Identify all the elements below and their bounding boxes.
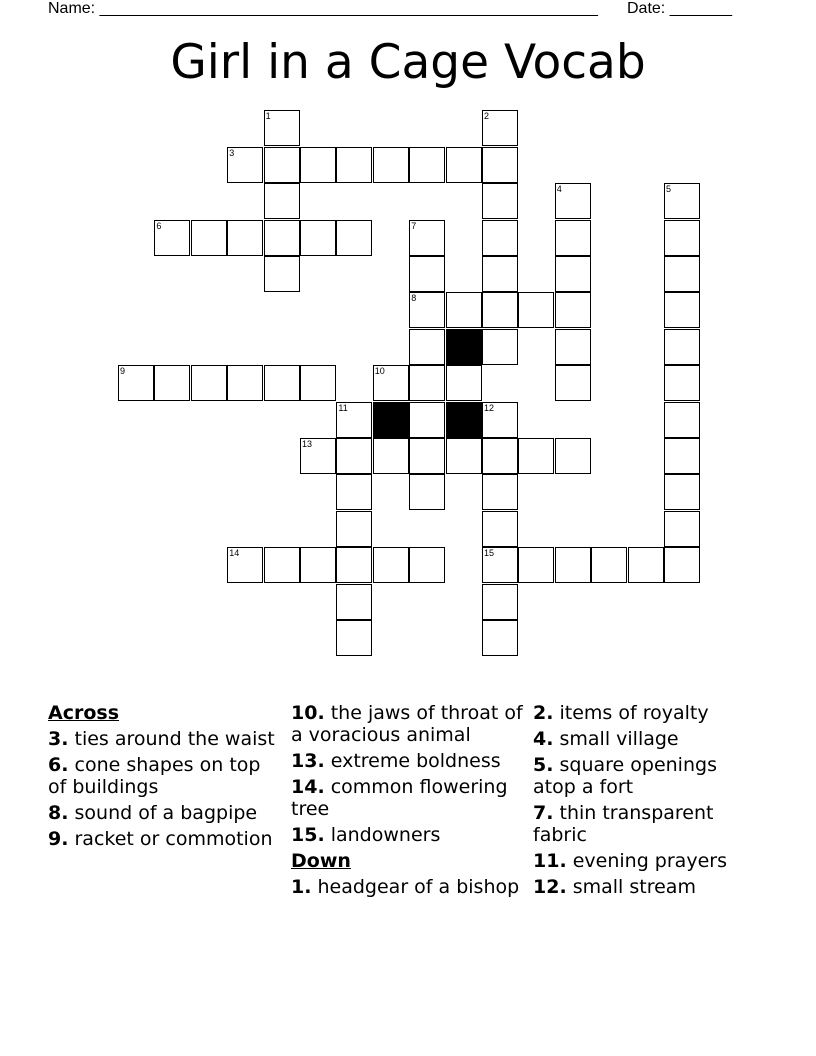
grid-cell[interactable] bbox=[446, 292, 482, 328]
grid-cell[interactable] bbox=[664, 256, 700, 292]
grid-cell[interactable] bbox=[264, 220, 300, 256]
clue-number: 2. bbox=[533, 702, 554, 724]
grid-cell[interactable] bbox=[518, 292, 554, 328]
grid-cell[interactable] bbox=[482, 547, 518, 583]
page-title: Girl in a Cage Vocab bbox=[170, 35, 646, 90]
grid-cell[interactable] bbox=[154, 220, 190, 256]
grid-cell[interactable] bbox=[264, 183, 300, 219]
clue-number-label: 11 bbox=[338, 402, 348, 413]
grid-cell[interactable] bbox=[373, 365, 409, 401]
clue-across-10 bbox=[291, 702, 523, 746]
grid-cell[interactable] bbox=[227, 220, 263, 256]
grid-cell[interactable] bbox=[336, 620, 372, 656]
black-square bbox=[446, 402, 482, 438]
grid-cell[interactable] bbox=[555, 329, 591, 365]
clue-number: 12. bbox=[533, 876, 567, 898]
clue-number-label: 7 bbox=[411, 220, 417, 231]
clue-number-label: 12 bbox=[484, 402, 495, 413]
clue-down-1 bbox=[291, 876, 523, 898]
grid-cell[interactable] bbox=[409, 220, 445, 256]
clue-text: ties around the waist bbox=[74, 728, 275, 750]
grid-cell[interactable] bbox=[300, 220, 336, 256]
clue-text: the jaws of throat of a voracious animal bbox=[291, 702, 523, 746]
clue-number-label: 5 bbox=[666, 184, 672, 195]
clue-text: sound of a bagpipe bbox=[74, 802, 258, 824]
clue-number: 11. bbox=[533, 850, 567, 872]
grid-cell[interactable] bbox=[264, 110, 300, 146]
grid-cell[interactable] bbox=[409, 147, 445, 183]
grid-cell[interactable] bbox=[555, 365, 591, 401]
grid-cell[interactable] bbox=[591, 547, 627, 583]
grid-cell[interactable] bbox=[264, 256, 300, 292]
grid-cell[interactable] bbox=[482, 620, 518, 656]
grid-cell[interactable] bbox=[555, 183, 591, 219]
grid-cell[interactable] bbox=[409, 256, 445, 292]
grid-cell[interactable] bbox=[336, 147, 372, 183]
grid-cell[interactable] bbox=[664, 292, 700, 328]
clue-down-7 bbox=[533, 802, 765, 846]
clue-column-1 bbox=[48, 702, 280, 854]
clue-down-2 bbox=[533, 702, 765, 724]
grid-cell[interactable] bbox=[664, 365, 700, 401]
clue-text: small village bbox=[559, 728, 679, 750]
clue-number-label: 4 bbox=[556, 184, 562, 195]
clue-text: racket or commotion bbox=[74, 828, 273, 850]
clue-number: 13. bbox=[291, 750, 325, 772]
grid-cell[interactable] bbox=[300, 438, 336, 474]
grid-cell[interactable] bbox=[409, 329, 445, 365]
clue-down-11 bbox=[533, 850, 765, 872]
grid-cell[interactable] bbox=[118, 365, 154, 401]
grid-cell[interactable] bbox=[154, 365, 190, 401]
grid-cell[interactable] bbox=[409, 292, 445, 328]
clue-across-6 bbox=[48, 754, 280, 798]
grid-cell[interactable] bbox=[664, 547, 700, 583]
clue-number-label: 10 bbox=[374, 366, 385, 377]
grid-cell[interactable] bbox=[664, 329, 700, 365]
clue-text: small stream bbox=[572, 876, 696, 898]
clue-number-label: 9 bbox=[120, 366, 126, 377]
clue-across-13 bbox=[291, 750, 523, 772]
grid-cell[interactable] bbox=[482, 256, 518, 292]
clue-number-label: 13 bbox=[302, 439, 313, 449]
grid-cell[interactable] bbox=[336, 438, 372, 474]
grid-cell[interactable] bbox=[555, 220, 591, 256]
grid-cell[interactable] bbox=[336, 584, 372, 620]
clue-across-15 bbox=[291, 824, 523, 846]
clue-number: 10. bbox=[291, 702, 325, 724]
grid-cell[interactable] bbox=[482, 183, 518, 219]
clue-number-label: 15 bbox=[484, 548, 495, 559]
clue-number: 4. bbox=[533, 728, 554, 750]
grid-cell[interactable] bbox=[409, 365, 445, 401]
grid-cell[interactable] bbox=[555, 438, 591, 474]
grid-cell[interactable] bbox=[446, 147, 482, 183]
black-square bbox=[373, 402, 409, 438]
grid-cell[interactable] bbox=[482, 147, 518, 183]
grid-cell[interactable] bbox=[227, 147, 263, 183]
grid-cell[interactable] bbox=[482, 329, 518, 365]
clue-column-3 bbox=[533, 702, 765, 902]
grid-cell[interactable] bbox=[664, 220, 700, 256]
grid-cell[interactable] bbox=[409, 474, 445, 510]
grid-cell[interactable] bbox=[264, 147, 300, 183]
down-heading: Down bbox=[291, 850, 351, 872]
grid-cell[interactable] bbox=[482, 438, 518, 474]
clue-text: items of royalty bbox=[559, 702, 709, 724]
grid-cell[interactable] bbox=[409, 547, 445, 583]
clue-number: 3. bbox=[48, 728, 69, 750]
name-field[interactable]: Name: ________________________________________________________ bbox=[48, 0, 598, 17]
grid-cell[interactable] bbox=[300, 365, 336, 401]
grid-cell[interactable] bbox=[482, 584, 518, 620]
black-square bbox=[446, 329, 482, 365]
grid-cell[interactable] bbox=[555, 292, 591, 328]
grid-cell[interactable] bbox=[664, 474, 700, 510]
grid-cell[interactable] bbox=[191, 220, 227, 256]
clue-number: 15. bbox=[291, 824, 325, 846]
grid-cell[interactable] bbox=[664, 402, 700, 438]
grid-cell[interactable] bbox=[482, 511, 518, 547]
grid-cell[interactable] bbox=[409, 438, 445, 474]
grid-cell[interactable] bbox=[264, 547, 300, 583]
across-heading: Across bbox=[48, 702, 120, 724]
clue-text: landowners bbox=[330, 824, 441, 846]
clue-number-label: 6 bbox=[156, 220, 162, 231]
clue-down-12 bbox=[533, 876, 765, 898]
clue-number-label: 14 bbox=[229, 548, 240, 559]
clue-number: 6. bbox=[48, 754, 69, 776]
grid-cell[interactable] bbox=[446, 365, 482, 401]
clue-across-8 bbox=[48, 802, 280, 824]
clue-number-label: 1 bbox=[265, 111, 271, 122]
grid-cell[interactable] bbox=[482, 220, 518, 256]
clue-number-label: 2 bbox=[484, 111, 490, 122]
grid-cell[interactable] bbox=[336, 220, 372, 256]
grid-cell[interactable] bbox=[336, 547, 372, 583]
grid-cell[interactable] bbox=[482, 474, 518, 510]
grid-cell[interactable] bbox=[446, 438, 482, 474]
grid-cell[interactable] bbox=[336, 511, 372, 547]
grid-cell[interactable] bbox=[300, 147, 336, 183]
clue-text: square openings atop a fort bbox=[533, 754, 717, 798]
clue-number: 7. bbox=[533, 802, 554, 824]
clue-number: 9. bbox=[48, 828, 69, 850]
grid-cell[interactable] bbox=[518, 547, 554, 583]
grid-cell[interactable] bbox=[191, 365, 227, 401]
grid-cell[interactable] bbox=[409, 402, 445, 438]
grid-cell[interactable] bbox=[482, 292, 518, 328]
clue-down-4 bbox=[533, 728, 765, 750]
grid-cell[interactable] bbox=[482, 402, 518, 438]
clue-number-label: 3 bbox=[229, 147, 235, 158]
grid-cell[interactable] bbox=[555, 256, 591, 292]
grid-cell[interactable] bbox=[518, 438, 554, 474]
grid-cell[interactable] bbox=[664, 183, 700, 219]
grid-cell[interactable] bbox=[336, 402, 372, 438]
clue-down-5 bbox=[533, 754, 765, 798]
grid-cell[interactable] bbox=[373, 438, 409, 474]
clue-number: 14. bbox=[291, 776, 325, 798]
grid-cell[interactable] bbox=[336, 474, 372, 510]
grid-cell[interactable] bbox=[664, 511, 700, 547]
clue-text: cone shapes on top of buildings bbox=[48, 754, 261, 798]
clue-column-2 bbox=[291, 702, 523, 902]
clue-number-label: 8 bbox=[411, 293, 417, 304]
clue-text: thin transparent fabric bbox=[533, 802, 714, 846]
grid-cell[interactable] bbox=[664, 438, 700, 474]
grid-cell[interactable] bbox=[264, 365, 300, 401]
grid-cell[interactable] bbox=[628, 547, 664, 583]
grid-cell[interactable] bbox=[227, 365, 263, 401]
grid-cell[interactable] bbox=[373, 147, 409, 183]
grid-cell[interactable] bbox=[373, 547, 409, 583]
date-field[interactable]: Date: _______ bbox=[627, 0, 732, 17]
clue-text: common flowering tree bbox=[291, 776, 508, 820]
clue-text: extreme boldness bbox=[330, 750, 501, 772]
clue-text: evening prayers bbox=[572, 850, 727, 872]
grid-cell[interactable] bbox=[227, 547, 263, 583]
grid-cell[interactable] bbox=[555, 547, 591, 583]
clue-across-14 bbox=[291, 776, 523, 820]
clue-across-9 bbox=[48, 828, 280, 850]
grid-cell[interactable] bbox=[482, 110, 518, 146]
clue-number: 1. bbox=[291, 876, 312, 898]
clue-number: 5. bbox=[533, 754, 554, 776]
clue-number: 8. bbox=[48, 802, 69, 824]
grid-cell[interactable] bbox=[300, 547, 336, 583]
clue-text: headgear of a bishop bbox=[317, 876, 520, 898]
clue-across-3 bbox=[48, 728, 280, 750]
